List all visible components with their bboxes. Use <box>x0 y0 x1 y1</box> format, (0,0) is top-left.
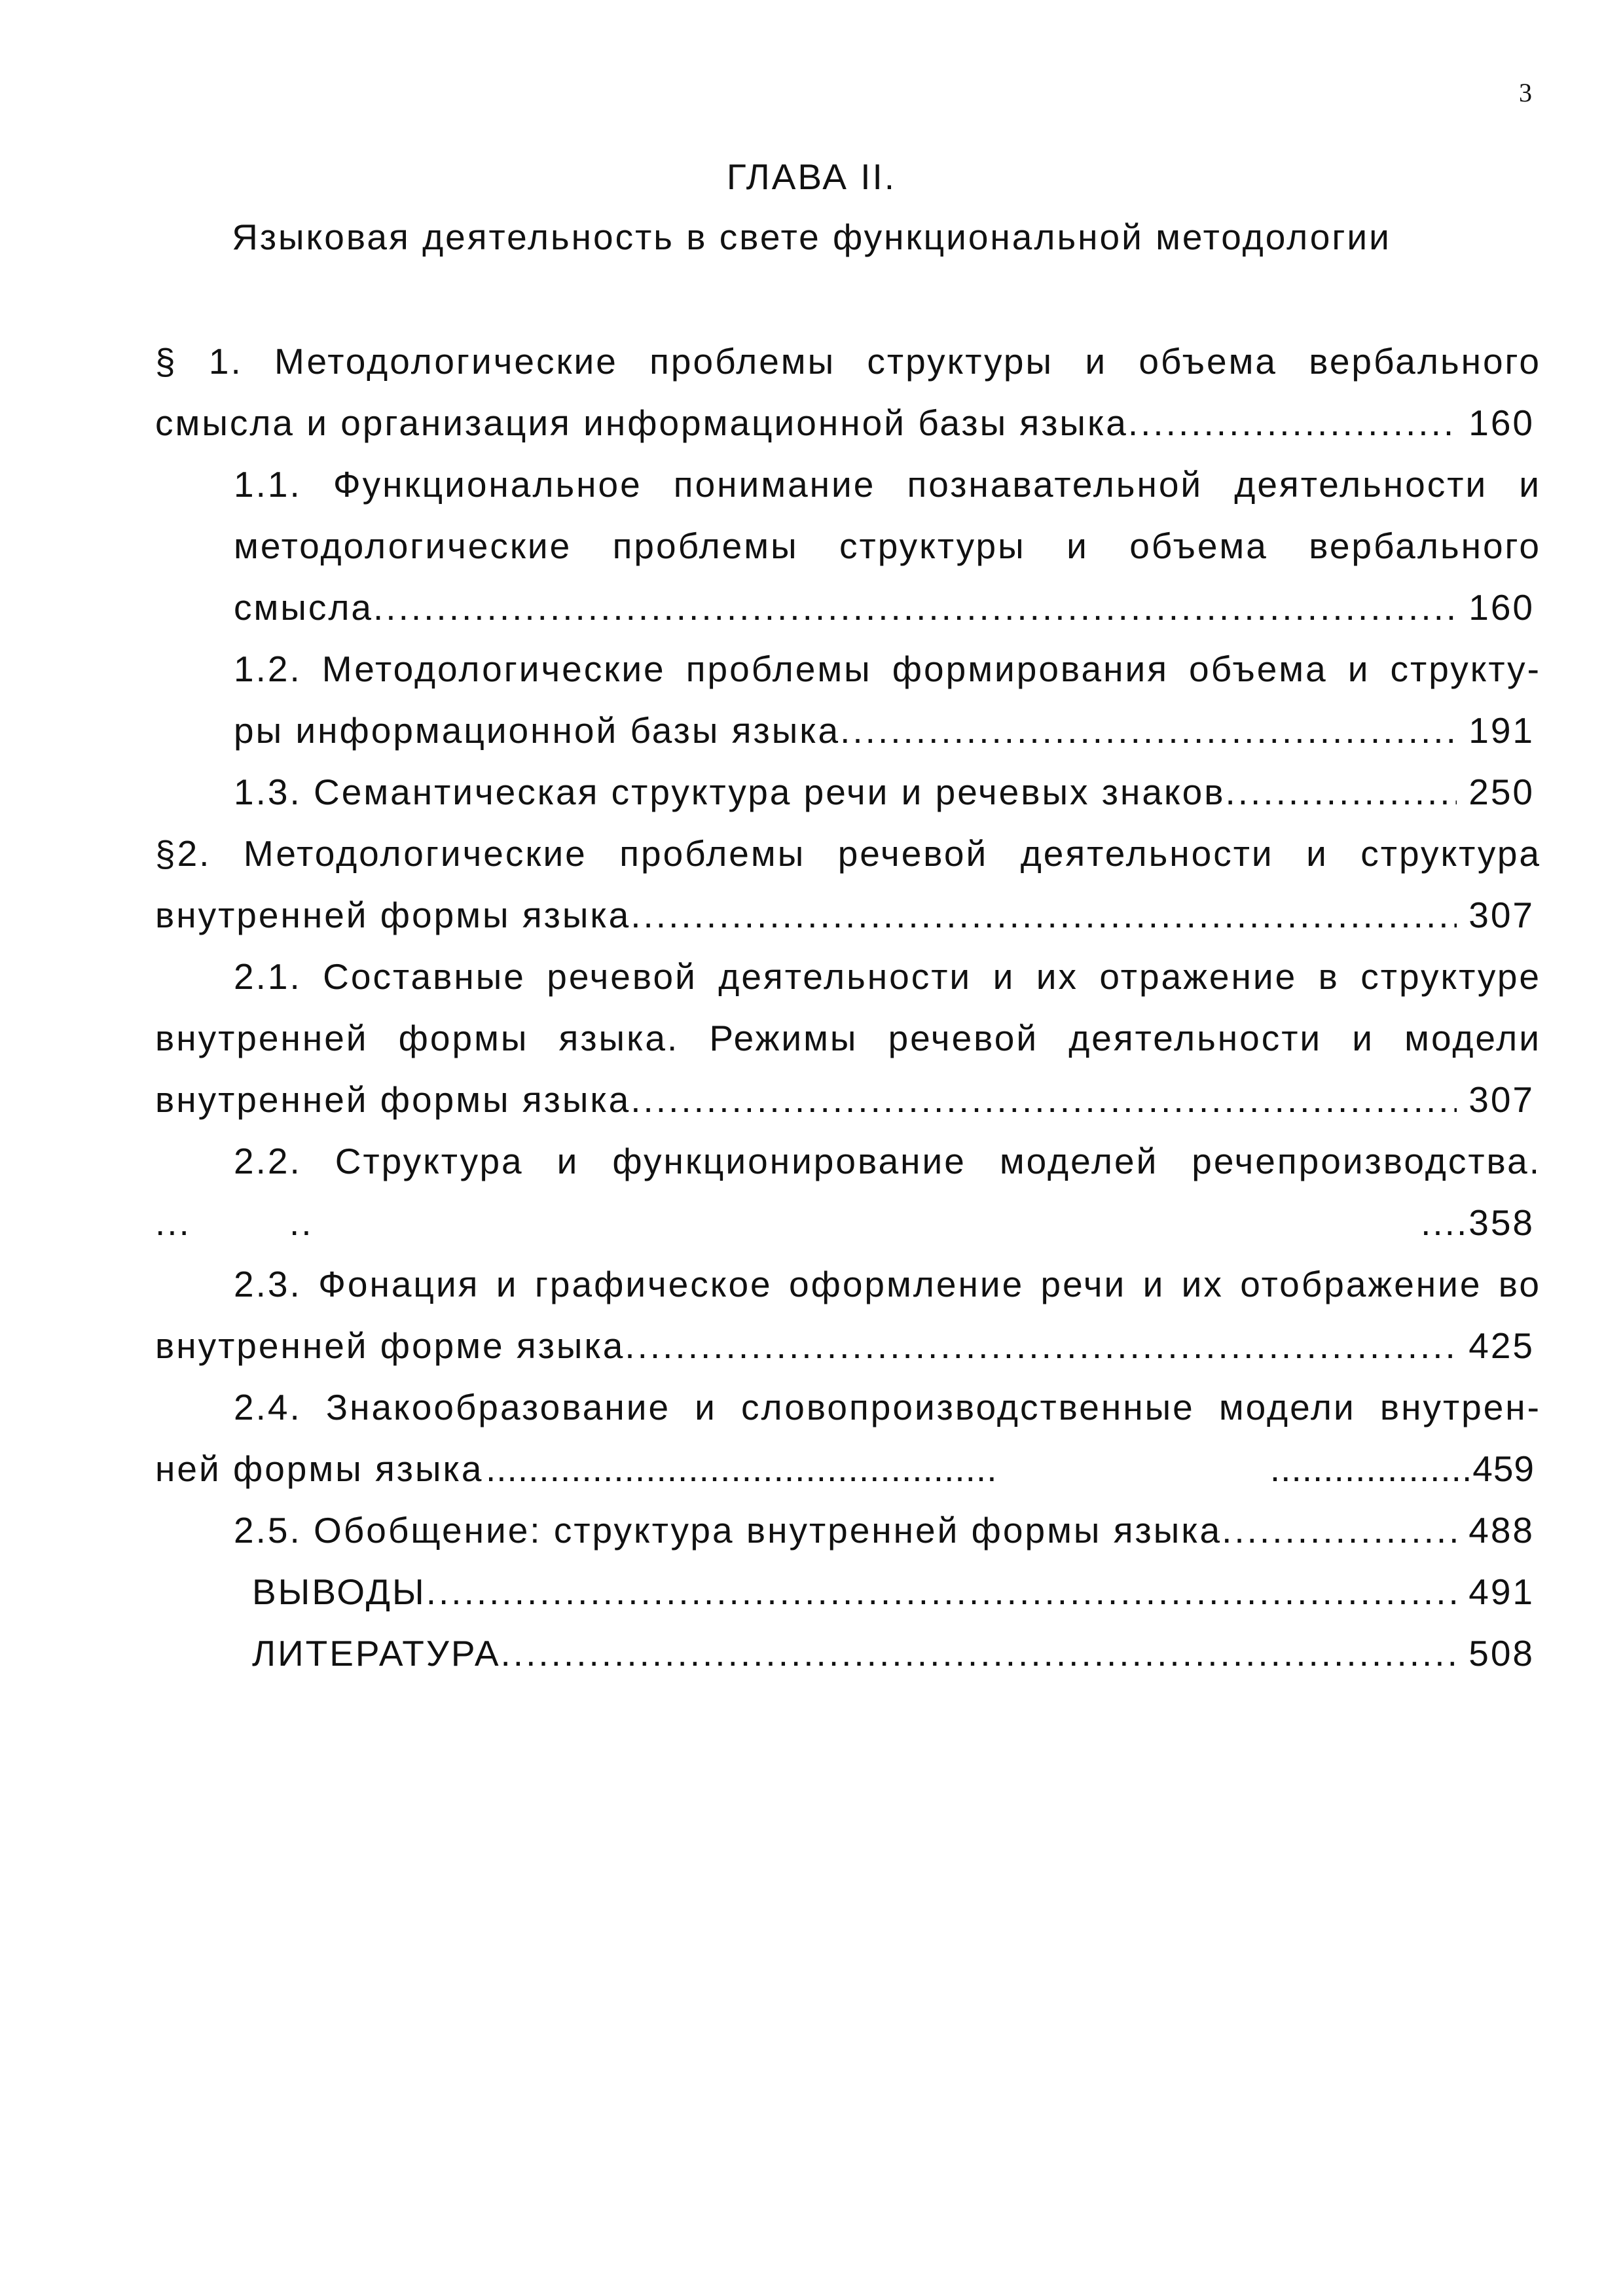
toc-entry-s2-2-line1: 2.2. Структура и функционирование моделей речепроизводства. <box>234 1141 1541 1181</box>
toc-entry-s1-1-line1: 1.1. Функциональное понимание познавательной деятельности и <box>234 464 1541 505</box>
toc-entry-text: ры информационной базы языка <box>234 710 841 751</box>
toc-page-number: ....358 <box>1421 1202 1535 1243</box>
toc-entry-s2-4-line2 <box>155 1438 1535 1499</box>
toc-entry-s1-2-line2 <box>234 700 1535 761</box>
toc-entry-text: 1.3. Семантическая структура речи и речевых знаков <box>234 772 1226 812</box>
toc-page-number: 488 <box>1468 1510 1535 1551</box>
toc-entry-s1-1-line2: методологические проблемы структуры и объема вербального <box>234 526 1541 566</box>
toc-leader-dots <box>840 700 1457 761</box>
toc-entry-s1-line2 <box>155 392 1535 454</box>
toc-page-number: ...................459 <box>1269 1448 1535 1489</box>
toc-entry-s1-line1: § 1. Методологические проблемы структуры и объема вербального <box>155 341 1541 382</box>
toc-entry-text: ЛИТЕРАТУРА <box>252 1633 501 1674</box>
toc-leader-dots: .. <box>289 1202 314 1243</box>
toc-leader-dots <box>426 1561 1457 1623</box>
toc-entry-s1-3 <box>234 761 1535 823</box>
toc-entry-text: смысла и организация информационной базы языка <box>155 403 1128 443</box>
toc-page-number: 160 <box>1468 403 1535 443</box>
toc-entry-text: внутренней формы языка <box>155 1079 631 1120</box>
toc-entry-s1-2-line1: 1.2. Методологические проблемы формирования объема и структу- <box>234 649 1541 689</box>
toc-entry-text: внутренней форме языка <box>155 1325 625 1366</box>
toc-leader-dots <box>501 1623 1457 1684</box>
table-of-contents <box>0 331 1623 1684</box>
toc-entry-text: 2.5. Обобщение: структура внутренней формы языка <box>234 1510 1222 1551</box>
toc-entry-s2-4-line1: 2.4. Знакообразование и словопроизводственные модели внутрен- <box>234 1387 1541 1427</box>
chapter-subtitle: Языковая деятельность в свете функциональной методологии <box>232 217 1391 257</box>
toc-entry-literature <box>252 1623 1535 1684</box>
toc-entry-s1-1-line3 <box>234 577 1535 638</box>
page-number: 3 <box>1519 78 1532 107</box>
chapter-title: ГЛАВА II. <box>726 156 897 197</box>
toc-entry-text: внутренней формы языка <box>155 895 631 935</box>
toc-entry-s2-5 <box>234 1499 1535 1561</box>
toc-entry-s2-line1: §2. Методологические проблемы речевой деятельности и структура <box>155 833 1541 874</box>
toc-entry-s2-1-line3 <box>155 1069 1535 1130</box>
toc-page-number: 307 <box>1468 1079 1535 1120</box>
toc-entry-s2-3-line2 <box>155 1315 1535 1376</box>
toc-entry-s2-1-line1: 2.1. Составные речевой деятельности и их отражение в структуре <box>234 956 1541 997</box>
toc-page-number: 425 <box>1468 1325 1535 1366</box>
toc-entry-s2-2-line2 <box>155 1192 1535 1253</box>
toc-page-number: 160 <box>1468 587 1535 628</box>
toc-leader-dots <box>1222 1499 1457 1561</box>
toc-leader-dots: ................................................ <box>486 1448 998 1489</box>
toc-entry-s2-3-line1: 2.3. Фонация и графическое оформление речи и их отображение во <box>234 1264 1541 1304</box>
toc-entry-text: смысла <box>234 587 374 628</box>
toc-page-number: 191 <box>1468 710 1535 751</box>
toc-page-number: 491 <box>1468 1571 1535 1612</box>
toc-leader-dots <box>373 577 1457 638</box>
toc-entry-text: ВЫВОДЫ <box>252 1571 426 1612</box>
toc-entry-conclusions <box>252 1561 1535 1623</box>
toc-page-number: 250 <box>1468 772 1535 812</box>
toc-leader-dots <box>625 1315 1457 1376</box>
toc-page-number: 307 <box>1468 895 1535 935</box>
toc-leader-dots <box>1128 392 1457 454</box>
toc-page-number: 508 <box>1468 1633 1535 1674</box>
toc-leader-dots <box>630 884 1457 946</box>
toc-leader-dots <box>630 1069 1457 1130</box>
toc-entry-text: ней формы языка <box>155 1448 484 1489</box>
toc-entry-s2-line2 <box>155 884 1535 946</box>
toc-leader-dots <box>1225 761 1457 823</box>
toc-entry-s2-1-line2: внутренней формы языка. Режимы речевой деятельности и модели <box>155 1018 1541 1058</box>
toc-leader-dots: ... <box>155 1202 191 1243</box>
